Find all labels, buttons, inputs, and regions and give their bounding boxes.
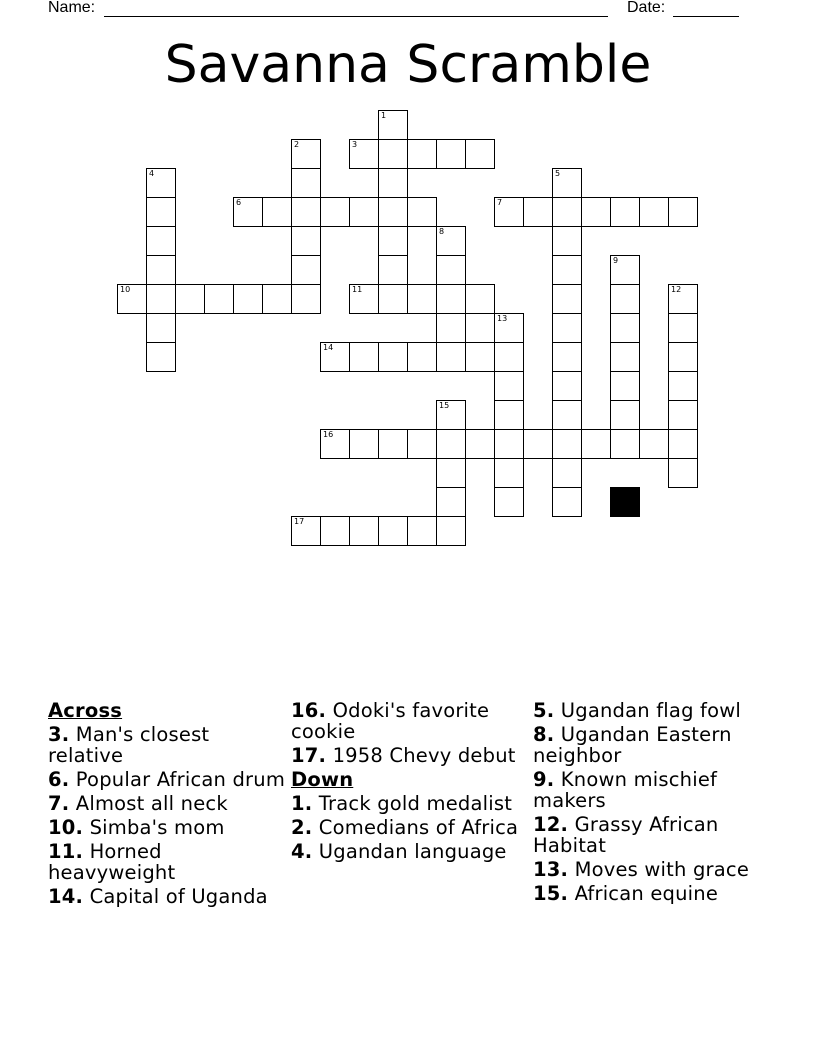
grid-cell[interactable]	[552, 284, 582, 314]
grid-cell[interactable]	[668, 458, 698, 488]
grid-cell[interactable]	[378, 342, 408, 372]
clue-down-1: 1. Track gold medalist	[291, 792, 513, 815]
grid-cell[interactable]	[291, 516, 321, 546]
clue-number-label: 10	[120, 285, 131, 294]
grid-cell[interactable]	[494, 458, 524, 488]
clue-across-6: 6. Popular African drum	[48, 768, 286, 791]
grid-cell[interactable]	[465, 429, 495, 459]
grid-cell[interactable]	[494, 197, 524, 227]
grid-cell[interactable]	[668, 342, 698, 372]
grid-cell[interactable]	[494, 313, 524, 343]
grid-cell[interactable]	[378, 168, 408, 198]
grid-cell[interactable]	[465, 342, 495, 372]
grid-cell[interactable]	[349, 342, 379, 372]
clue-number-label: 15	[439, 401, 450, 410]
grid-cell[interactable]	[407, 139, 437, 169]
grid-cell[interactable]	[407, 197, 437, 227]
grid-cell[interactable]	[610, 255, 640, 285]
grid-cell[interactable]	[436, 139, 466, 169]
grid-cell[interactable]	[436, 487, 466, 517]
grid-cell[interactable]	[552, 400, 582, 430]
grid-cell[interactable]	[320, 429, 350, 459]
clue-number-label: 1	[381, 111, 387, 120]
grid-cell[interactable]	[320, 342, 350, 372]
clue-number-label: 16	[323, 430, 334, 439]
grid-cell[interactable]	[610, 371, 640, 401]
grid-cell[interactable]	[581, 429, 611, 459]
grid-cell[interactable]	[378, 197, 408, 227]
clue-across-7: 7. Almost all neck	[48, 792, 228, 815]
clue-across-10: 10. Simba's mom	[48, 816, 225, 839]
clue-number-label: 11	[352, 285, 363, 294]
clue-column-1	[48, 700, 286, 910]
grid-cell[interactable]	[552, 197, 582, 227]
clue-number-label: 6	[236, 198, 242, 207]
grid-cell[interactable]	[233, 197, 263, 227]
grid-cell[interactable]	[668, 284, 698, 314]
grid-cell[interactable]	[610, 313, 640, 343]
clue-down-2: 2. Comedians of Africa	[291, 816, 519, 839]
clue-column-3	[533, 700, 771, 907]
grid-cell[interactable]	[523, 429, 553, 459]
clue-number-label: 12	[671, 285, 682, 294]
grid-cell[interactable]	[552, 226, 582, 256]
grid-cell[interactable]	[407, 342, 437, 372]
grid-cell[interactable]	[610, 284, 640, 314]
grid-cell[interactable]	[436, 429, 466, 459]
grid-cell[interactable]	[436, 284, 466, 314]
clue-number-label: 5	[555, 169, 561, 178]
grid-cell[interactable]	[610, 400, 640, 430]
grid-cell[interactable]	[436, 516, 466, 546]
grid-cell[interactable]	[291, 284, 321, 314]
grid-cell[interactable]	[523, 197, 553, 227]
black-cell	[610, 487, 640, 517]
clue-number-label: 7	[497, 198, 503, 207]
grid-cell[interactable]	[262, 284, 292, 314]
grid-cell[interactable]	[378, 110, 408, 140]
clue-down-4: 4. Ugandan language	[291, 840, 507, 863]
grid-cell[interactable]	[378, 284, 408, 314]
clue-down-5: 5. Ugandan flag fowl	[533, 699, 742, 722]
grid-cell[interactable]	[146, 284, 176, 314]
grid-cell[interactable]	[233, 284, 263, 314]
grid-cell[interactable]	[204, 284, 234, 314]
grid-cell[interactable]	[581, 197, 611, 227]
grid-cell[interactable]	[668, 371, 698, 401]
grid-cell[interactable]	[494, 487, 524, 517]
grid-cell[interactable]	[436, 313, 466, 343]
grid-cell[interactable]	[291, 197, 321, 227]
grid-cell[interactable]	[349, 516, 379, 546]
across-heading: Across	[48, 699, 123, 722]
clue-number-label: 17	[294, 517, 305, 526]
grid-cell[interactable]	[146, 197, 176, 227]
grid-cell[interactable]	[349, 197, 379, 227]
grid-cell[interactable]	[378, 226, 408, 256]
grid-cell[interactable]	[436, 255, 466, 285]
name-label: Name:	[48, 0, 96, 16]
grid-cell[interactable]	[291, 168, 321, 198]
grid-cell[interactable]	[378, 516, 408, 546]
grid-cell[interactable]	[552, 168, 582, 198]
clue-across-17: 17. 1958 Chevy debut	[291, 744, 516, 767]
grid-cell[interactable]	[407, 429, 437, 459]
grid-cell[interactable]	[668, 197, 698, 227]
grid-cell[interactable]	[639, 197, 669, 227]
grid-cell[interactable]	[407, 516, 437, 546]
grid-cell[interactable]	[610, 342, 640, 372]
clue-down-8: 8. Ugandan Eastern neighbor	[533, 723, 732, 767]
grid-cell[interactable]	[146, 313, 176, 343]
grid-cell[interactable]	[494, 371, 524, 401]
grid-cell[interactable]	[349, 429, 379, 459]
grid-cell[interactable]	[552, 487, 582, 517]
grid-cell[interactable]	[349, 139, 379, 169]
grid-cell[interactable]	[668, 400, 698, 430]
clue-down-12: 12. Grassy African Habitat	[533, 813, 719, 857]
grid-cell[interactable]	[436, 400, 466, 430]
grid-cell[interactable]	[552, 429, 582, 459]
clue-down-15: 15. African equine	[533, 882, 719, 905]
grid-cell[interactable]	[494, 342, 524, 372]
clue-number-label: 2	[294, 140, 300, 149]
grid-cell[interactable]	[146, 342, 176, 372]
grid-cell[interactable]	[552, 342, 582, 372]
grid-cell[interactable]	[465, 139, 495, 169]
grid-cell[interactable]	[320, 197, 350, 227]
grid-cell[interactable]	[117, 284, 147, 314]
clue-number-label: 13	[497, 314, 508, 323]
down-heading: Down	[291, 768, 354, 791]
grid-cell[interactable]	[146, 168, 176, 198]
grid-cell[interactable]	[291, 139, 321, 169]
grid-cell[interactable]	[175, 284, 205, 314]
clue-down-13: 13. Moves with grace	[533, 858, 750, 881]
grid-cell[interactable]	[552, 255, 582, 285]
grid-cell[interactable]	[610, 197, 640, 227]
grid-cell[interactable]	[552, 458, 582, 488]
grid-cell[interactable]	[552, 371, 582, 401]
grid-cell[interactable]	[668, 313, 698, 343]
clue-across-14: 14. Capital of Uganda	[48, 885, 268, 908]
grid-cell[interactable]	[378, 139, 408, 169]
grid-cell[interactable]	[291, 255, 321, 285]
grid-cell[interactable]	[378, 255, 408, 285]
grid-cell[interactable]	[262, 197, 292, 227]
puzzle-title: Savanna Scramble	[164, 35, 652, 95]
grid-cell[interactable]	[349, 284, 379, 314]
clue-across-16: 16. Odoki's favorite cookie	[291, 699, 490, 743]
grid-cell[interactable]	[378, 429, 408, 459]
grid-cell[interactable]	[639, 429, 669, 459]
grid-cell[interactable]	[436, 226, 466, 256]
grid-cell[interactable]	[610, 429, 640, 459]
grid-cell[interactable]	[465, 284, 495, 314]
clue-across-11: 11. Horned heavyweight	[48, 840, 176, 884]
date-label: Date:	[627, 0, 666, 16]
clue-number-label: 14	[323, 343, 334, 352]
clue-column-2	[291, 700, 529, 865]
grid-cell[interactable]	[494, 400, 524, 430]
grid-cell[interactable]	[146, 226, 176, 256]
grid-cell[interactable]	[407, 284, 437, 314]
grid-cell[interactable]	[436, 458, 466, 488]
grid-cell[interactable]	[320, 516, 350, 546]
clue-number-label: 4	[149, 169, 155, 178]
clue-number-label: 8	[439, 227, 445, 236]
clue-across-3: 3. Man's closest relative	[48, 723, 210, 767]
clue-down-9: 9. Known mischief makers	[533, 768, 718, 812]
grid-cell[interactable]	[436, 342, 466, 372]
grid-cell[interactable]	[146, 255, 176, 285]
grid-cell[interactable]	[668, 429, 698, 459]
grid-cell[interactable]	[291, 226, 321, 256]
clue-number-label: 3	[352, 140, 358, 149]
grid-cell[interactable]	[494, 429, 524, 459]
grid-cell[interactable]	[552, 313, 582, 343]
clue-number-label: 9	[613, 256, 619, 265]
